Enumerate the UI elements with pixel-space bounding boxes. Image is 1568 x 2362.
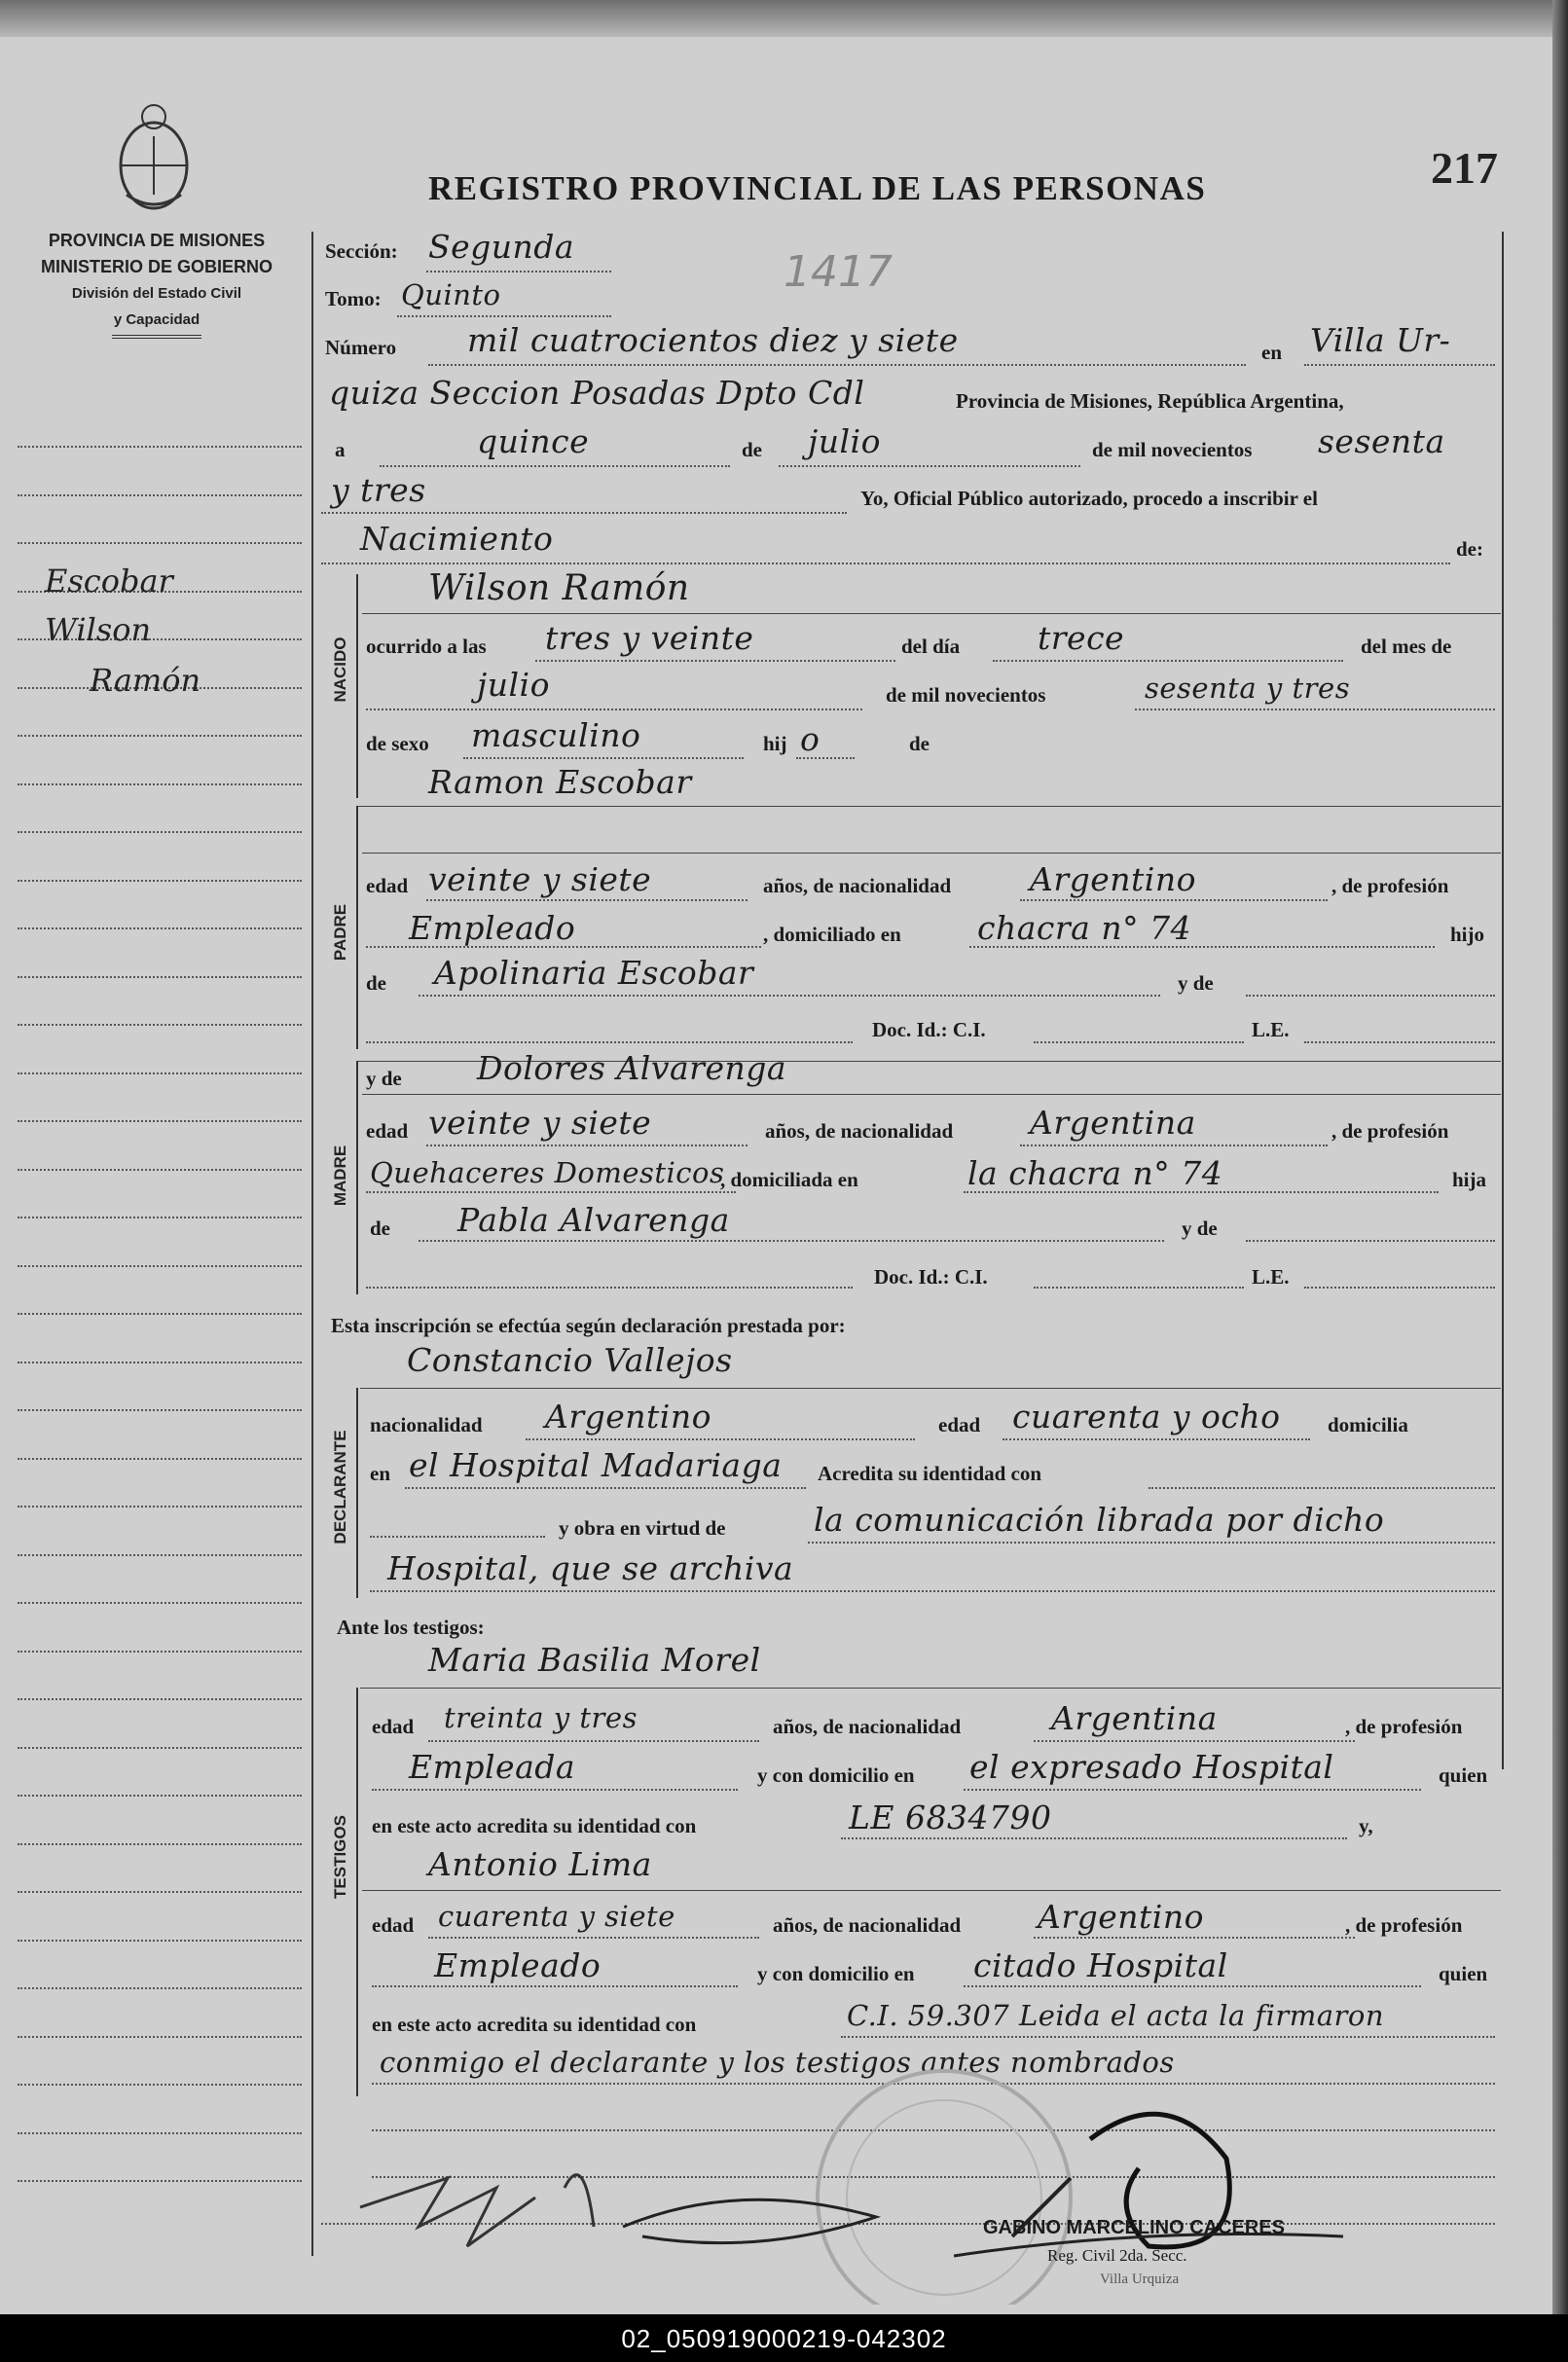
madre-extra-line bbox=[366, 1287, 853, 1289]
le-label-2: L.E. bbox=[1252, 1265, 1290, 1289]
margin-column bbox=[18, 446, 302, 2236]
t2-nac-line bbox=[1034, 1937, 1355, 1939]
padre-prof-label: , de profesión bbox=[1331, 874, 1449, 897]
tomo-line bbox=[397, 315, 611, 317]
padre-extra-line bbox=[366, 1041, 853, 1043]
domiciliado-label: , domiciliado en bbox=[763, 923, 901, 946]
margin-rule bbox=[18, 1313, 302, 1315]
madre-anos-label: años, de nacionalidad bbox=[765, 1119, 954, 1143]
mes-nac-line bbox=[366, 709, 862, 710]
madre-edad-line bbox=[426, 1145, 748, 1146]
madre-prof-label: , de profesión bbox=[1331, 1119, 1449, 1143]
section-divider bbox=[356, 574, 358, 798]
tomo-value: Quinto bbox=[401, 278, 501, 311]
madre-madre-line bbox=[419, 1240, 1164, 1242]
t2-quien-label: quien bbox=[1439, 1962, 1488, 1985]
t2-id-line bbox=[841, 2036, 1495, 2038]
t1-id-value: LE 6834790 bbox=[849, 1799, 1052, 1836]
seccion-line bbox=[426, 271, 611, 273]
hora-value: tres y veinte bbox=[545, 619, 754, 657]
margin-rule bbox=[18, 2036, 302, 2038]
margin-rule bbox=[18, 1554, 302, 1556]
yo-oficial-label: Yo, Oficial Público autorizado, procedo a inscribir el bbox=[860, 487, 1318, 510]
y-de-label-3: y de bbox=[1182, 1217, 1218, 1240]
mes-line bbox=[779, 465, 1080, 467]
padre-nac-value: Argentino bbox=[1030, 860, 1196, 898]
margin-rule bbox=[18, 1169, 302, 1171]
margin-rule bbox=[18, 494, 302, 496]
hij-label: hij bbox=[763, 732, 787, 755]
dia-nac-line bbox=[993, 660, 1343, 662]
madre-madre-value: Pabla Alvarenga bbox=[457, 1201, 730, 1239]
mes-value: julio bbox=[808, 422, 881, 460]
padre-edad-line bbox=[426, 899, 748, 901]
mes-nac-value: julio bbox=[477, 666, 550, 704]
ante-testigos-label: Ante los testigos: bbox=[337, 1616, 485, 1639]
de-label-4: de bbox=[370, 1217, 390, 1240]
decl-edad-value: cuarenta y ocho bbox=[1012, 1398, 1281, 1435]
testigo1-line bbox=[360, 1688, 1501, 1689]
y-de-label: y de bbox=[1178, 971, 1214, 995]
domiciliada-label: , domiciliada en bbox=[720, 1168, 858, 1191]
sexo-line bbox=[463, 757, 744, 759]
decl-nac-line bbox=[526, 1438, 915, 1440]
obra2-line bbox=[370, 1590, 1495, 1592]
acredita-label: Acredita su identidad con bbox=[818, 1462, 1042, 1485]
anio-b-line bbox=[321, 512, 847, 514]
margin-rule bbox=[18, 1120, 302, 1122]
madre-dom-value: la chacra n° 74 bbox=[967, 1154, 1223, 1192]
ocurrido-label: ocurrido a las bbox=[366, 635, 487, 658]
testigo1-value: Maria Basilia Morel bbox=[428, 1641, 761, 1679]
padre-prof-value: Empleado bbox=[409, 909, 576, 947]
testigos-divider bbox=[356, 1688, 358, 2096]
testigos-label: TESTIGOS bbox=[331, 1815, 349, 1899]
numero-label: Número bbox=[325, 336, 397, 359]
padre-edad-value: veinte y siete bbox=[428, 860, 652, 898]
numero-line bbox=[428, 364, 1246, 366]
margin-rule bbox=[18, 976, 302, 978]
doc-id-line-2 bbox=[1034, 1287, 1244, 1289]
t1-nac-value: Argentina bbox=[1051, 1699, 1218, 1737]
issuer-block bbox=[16, 228, 298, 339]
margin-rule bbox=[18, 542, 302, 544]
decl-edad-line bbox=[1003, 1438, 1310, 1440]
margin-rule bbox=[18, 2132, 302, 2134]
margin-rule bbox=[18, 783, 302, 785]
t1-anos-label: años, de nacionalidad bbox=[773, 1715, 962, 1738]
issuer-line-1: PROVINCIA DE MISIONES bbox=[48, 231, 266, 250]
padre-nombre-line bbox=[362, 853, 1501, 854]
padre-padre-line bbox=[1246, 995, 1495, 997]
declarante-divider bbox=[356, 1388, 358, 1598]
t2-prof-label: , de profesión bbox=[1345, 1913, 1463, 1937]
nacido-label: NACIDO bbox=[331, 636, 349, 703]
madre-nombre-line bbox=[362, 1094, 1501, 1095]
t1-prof-label: , de profesión bbox=[1345, 1715, 1463, 1738]
en-value: Villa Ur- bbox=[1310, 321, 1451, 359]
anio-nac-value: sesenta y tres bbox=[1145, 672, 1351, 705]
nombre-line bbox=[362, 613, 1501, 614]
sexo-value: masculino bbox=[471, 716, 641, 754]
margin-rule bbox=[18, 2180, 302, 2182]
frame-right bbox=[1502, 232, 1504, 1769]
sexo-label: de sexo bbox=[366, 732, 429, 755]
a-label: a bbox=[335, 438, 346, 461]
declarante-label: DECLARANTE bbox=[331, 1430, 349, 1544]
margin-rule bbox=[18, 927, 302, 929]
padre-anos-label: años, de nacionalidad bbox=[763, 874, 952, 897]
padre-dom-line bbox=[969, 946, 1435, 948]
tipo-value: Nacimiento bbox=[360, 520, 554, 558]
madre-divider bbox=[356, 1061, 358, 1294]
t1-dom-label: y con domicilio en bbox=[757, 1763, 915, 1787]
issuer-line-3: División del Estado Civil bbox=[71, 285, 242, 302]
obra-line-pre bbox=[370, 1536, 545, 1538]
margin-rule bbox=[18, 1651, 302, 1653]
scan-footer bbox=[0, 2314, 1568, 2362]
madre-nac-line bbox=[1020, 1145, 1328, 1146]
le-line-2 bbox=[1304, 1287, 1495, 1289]
hijo-label: hijo bbox=[1450, 923, 1485, 946]
t1-id-line bbox=[841, 1837, 1347, 1839]
t1-acredita-label: en este acto acredita su identidad con bbox=[372, 1814, 697, 1837]
margin-name-2: Ramón bbox=[90, 662, 201, 699]
t2-dom-value: citado Hospital bbox=[973, 1946, 1228, 1984]
madre-edad-value: veinte y siete bbox=[428, 1104, 652, 1142]
t1-edad-value: treinta y tres bbox=[444, 1701, 638, 1734]
madre-edad-label: edad bbox=[366, 1119, 409, 1143]
hija-label: hija bbox=[1452, 1168, 1487, 1191]
padre-nombre-value: Ramon Escobar bbox=[428, 763, 692, 801]
t2-prof-value: Empleado bbox=[434, 1946, 602, 1984]
madre-nac-value: Argentina bbox=[1030, 1104, 1196, 1142]
lugar-value: quiza Seccion Posadas Dpto Cdl bbox=[329, 374, 865, 412]
del-mes-label: del mes de bbox=[1361, 635, 1452, 658]
anio-value-a: sesenta bbox=[1318, 422, 1445, 460]
t1-quien-label: quien bbox=[1439, 1763, 1488, 1787]
hij-suffix: o bbox=[800, 720, 820, 758]
de-label-2: de bbox=[909, 732, 930, 755]
obra-line bbox=[808, 1542, 1495, 1544]
margin-rule bbox=[18, 1747, 302, 1749]
signatures-graphic bbox=[331, 2061, 1460, 2305]
tomo-label: Tomo: bbox=[325, 287, 382, 310]
dia-nac-value: trece bbox=[1038, 619, 1125, 657]
t2-acredita-label: en este acto acredita su identidad con bbox=[372, 2013, 697, 2036]
dia-line bbox=[380, 465, 730, 467]
t1-dom-value: el expresado Hospital bbox=[969, 1748, 1334, 1786]
seccion-value: Segunda bbox=[428, 228, 575, 266]
margin-rule bbox=[18, 735, 302, 737]
margin-rule bbox=[18, 1795, 302, 1797]
padre-edad-label: edad bbox=[366, 874, 409, 897]
edad-label-decl: edad bbox=[938, 1413, 981, 1436]
de-mil-label-2: de mil novecientos bbox=[886, 683, 1046, 707]
margin-rule bbox=[18, 880, 302, 882]
margin-rule bbox=[18, 1072, 302, 1074]
record-number-stamp: 1417 bbox=[784, 247, 893, 297]
official-stamp-name: GABINO MARCELINO CACERES bbox=[983, 2217, 1286, 2238]
hora-line bbox=[535, 660, 895, 662]
madre-nombre-value: Dolores Alvarenga bbox=[477, 1049, 787, 1087]
doc-id-label: Doc. Id.: C.I. bbox=[872, 1018, 986, 1041]
le-line bbox=[1304, 1041, 1495, 1043]
y-obra-label: y obra en virtud de bbox=[559, 1516, 726, 1540]
issuer-line-4: y Capacidad bbox=[113, 311, 201, 328]
padre-prof-line bbox=[366, 946, 761, 948]
nacionalidad-label: nacionalidad bbox=[370, 1413, 483, 1436]
padre-label: PADRE bbox=[331, 903, 349, 962]
margin-rule bbox=[18, 446, 302, 448]
t1-nac-line bbox=[1034, 1740, 1355, 1742]
margin-rule bbox=[18, 1891, 302, 1893]
declarante-value: Constancio Vallejos bbox=[407, 1341, 733, 1379]
madre-label: MADRE bbox=[331, 1145, 349, 1207]
acredita-line bbox=[1149, 1487, 1495, 1489]
padre-nac-line bbox=[1020, 899, 1328, 901]
document-page bbox=[0, 37, 1552, 2314]
margin-name-1: Wilson bbox=[45, 611, 152, 648]
cierre-value: conmigo el declarante y los testigos antes nombrados bbox=[380, 2046, 1175, 2079]
t2-dom-label: y con domicilio en bbox=[757, 1962, 915, 1985]
margin-rule bbox=[18, 1265, 302, 1267]
anio-nac-line bbox=[1135, 709, 1495, 710]
de-label-3: de bbox=[366, 971, 386, 995]
padre-madre-line bbox=[419, 995, 1160, 997]
decl-obra2-value: Hospital, que se archiva bbox=[387, 1549, 794, 1587]
t1-edad-label: edad bbox=[372, 1715, 415, 1738]
testigo2-value: Antonio Lima bbox=[428, 1845, 652, 1883]
provincia-label: Provincia de Misiones, República Argentina, bbox=[956, 389, 1344, 413]
y-comma-label: y, bbox=[1359, 1814, 1373, 1837]
doc-id-line bbox=[1034, 1041, 1244, 1043]
tipo-line bbox=[321, 563, 1450, 564]
t2-anos-label: años, de nacionalidad bbox=[773, 1913, 962, 1937]
inscripcion-label: Esta inscripción se efectúa según declaración prestada por: bbox=[331, 1314, 846, 1337]
coat-of-arms-icon bbox=[107, 97, 201, 214]
nacido-end bbox=[356, 806, 1501, 807]
issuer-underline bbox=[112, 335, 201, 339]
margin-rule bbox=[18, 1024, 302, 1026]
t1-prof-line bbox=[372, 1789, 738, 1791]
domicilia-label: domicilia bbox=[1328, 1413, 1408, 1436]
margin-rule bbox=[18, 1987, 302, 1989]
y-de-label-2: y de bbox=[366, 1067, 402, 1090]
padre-dom-value: chacra n° 74 bbox=[977, 909, 1192, 947]
le-label: L.E. bbox=[1252, 1018, 1290, 1041]
decl-nac-value: Argentino bbox=[545, 1398, 711, 1435]
scan-right-edge bbox=[1552, 0, 1568, 2362]
t1-edad-line bbox=[428, 1740, 759, 1742]
scan-id: 02_050919000219-042302 bbox=[621, 2324, 947, 2353]
decl-dom-value: el Hospital Madariaga bbox=[409, 1446, 783, 1484]
issuer-line-2: MINISTERIO DE GOBIERNO bbox=[40, 257, 273, 276]
margin-rule bbox=[18, 1362, 302, 1363]
padre-madre-value: Apolinaria Escobar bbox=[434, 954, 754, 992]
hij-line bbox=[796, 757, 855, 759]
t2-id-value: C.I. 59.307 Leida el acta la firmaron bbox=[847, 1999, 1385, 2032]
margin-rule bbox=[18, 1602, 302, 1604]
madre-prof-line bbox=[366, 1191, 736, 1193]
en-label: en bbox=[1261, 341, 1282, 364]
de-mil-label: de mil novecientos bbox=[1092, 438, 1253, 461]
official-stamp-line2: Reg. Civil 2da. Secc. bbox=[1047, 2246, 1187, 2265]
margin-rule bbox=[18, 831, 302, 833]
t2-prof-line bbox=[372, 1985, 738, 1987]
testigo2-line bbox=[362, 1890, 1501, 1891]
margin-rule bbox=[18, 1217, 302, 1218]
margin-rule bbox=[18, 2084, 302, 2086]
padre-divider bbox=[356, 806, 358, 1049]
frame-left bbox=[311, 232, 313, 2256]
nombre-value: Wilson Ramón bbox=[428, 568, 690, 608]
margin-surname: Escobar bbox=[45, 563, 173, 600]
margin-rule bbox=[18, 1698, 302, 1700]
del-dia-label: del día bbox=[901, 635, 961, 658]
margin-rule bbox=[18, 1843, 302, 1845]
madre-prof-value: Quehaceres Domesticos bbox=[370, 1156, 725, 1189]
margin-rule bbox=[18, 1940, 302, 1942]
scan-top-edge bbox=[0, 0, 1568, 39]
margin-rule bbox=[18, 1458, 302, 1460]
page-number: 217 bbox=[1431, 143, 1498, 193]
t1-dom-line bbox=[964, 1789, 1421, 1791]
page-title: REGISTRO PROVINCIAL DE LAS PERSONAS bbox=[428, 169, 1207, 207]
declarante-line bbox=[360, 1388, 1501, 1389]
doc-id-label-2: Doc. Id.: C.I. bbox=[874, 1265, 988, 1289]
t2-edad-label: edad bbox=[372, 1913, 415, 1937]
madre-dom-line bbox=[964, 1191, 1439, 1193]
en-label-2: en bbox=[370, 1462, 390, 1485]
t2-dom-line bbox=[964, 1985, 1421, 1987]
margin-rule bbox=[18, 1506, 302, 1508]
anio-value-b: y tres bbox=[331, 471, 426, 509]
t1-prof-value: Empleada bbox=[409, 1748, 576, 1786]
de-label-1: de bbox=[742, 438, 762, 461]
decl-dom-line bbox=[405, 1487, 806, 1489]
t2-edad-line bbox=[428, 1937, 759, 1939]
official-stamp-line3: Villa Urquiza bbox=[1100, 2271, 1180, 2287]
t2-nac-value: Argentino bbox=[1038, 1898, 1204, 1936]
margin-rule bbox=[18, 1409, 302, 1411]
madre-padre-line bbox=[1246, 1240, 1495, 1242]
en-line bbox=[1304, 364, 1495, 366]
de-colon-label: de: bbox=[1456, 537, 1483, 561]
decl-obra-value: la comunicación librada por dicho bbox=[814, 1501, 1385, 1539]
seccion-label: Sección: bbox=[325, 239, 398, 263]
t2-edad-value: cuarenta y siete bbox=[438, 1900, 675, 1933]
numero-value: mil cuatrocientos diez y siete bbox=[467, 321, 959, 359]
dia-value: quince bbox=[477, 422, 590, 460]
